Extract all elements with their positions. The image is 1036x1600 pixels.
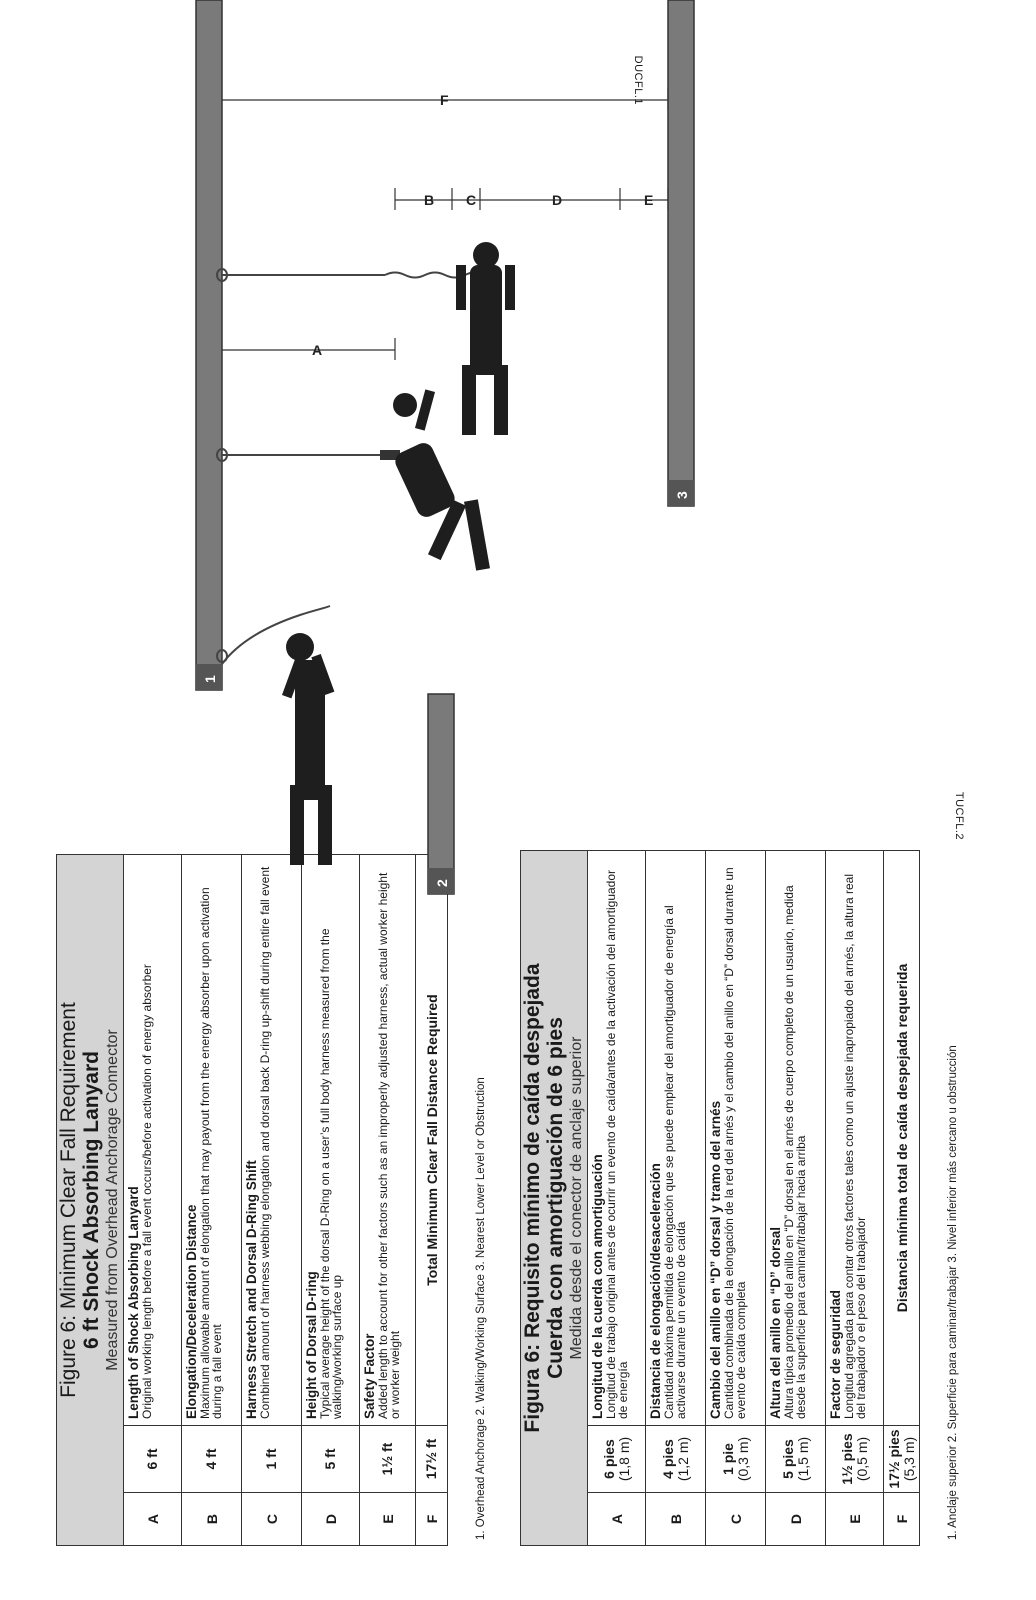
dimension-label-e: E: [644, 192, 654, 208]
illustration-code: DUCFL.1: [632, 55, 644, 105]
nearest-lower-level: [668, 0, 694, 506]
row-letter: D: [766, 1493, 826, 1546]
row-letter: E: [360, 1493, 416, 1546]
row-letter: C: [242, 1493, 302, 1546]
helmet: [393, 393, 417, 417]
torso: [392, 440, 458, 520]
falling-worker-figure: [217, 389, 490, 570]
row-term: Altura del anillo en “D” dorsal: [768, 1226, 783, 1419]
row-metric: (1,8 m): [615, 1436, 632, 1482]
row-metric: (1,2 m): [674, 1436, 691, 1482]
row-term: Harness Stretch and Dorsal D-Ring Shift: [244, 1160, 259, 1419]
row-definition: Cantidad máxima permitida de elongación que se puede emplear del amortiguador de energía al activarse durante un evento de caída: [662, 905, 688, 1419]
spanish-table-measured-note: Medida desde el conector de anclaje superior: [568, 1036, 585, 1360]
english-table-subtitle: 6 ft Shock Absorbing Lanyard: [80, 1051, 103, 1349]
row-term: Longitud de la cuerda con amortiguación: [590, 1154, 605, 1419]
arm: [505, 265, 515, 310]
english-table-title: Figure 6: Minimum Clear Fall Requirement: [57, 1002, 80, 1398]
row-value: 6 ft: [124, 1426, 182, 1493]
row-definition: Typical average height of the dorsal D-Ring on a user’s full body harness measured from the walking/working surface up: [318, 928, 344, 1419]
row-value: 5 pies: [779, 1439, 796, 1479]
row-metric: (0,3 m): [734, 1436, 751, 1482]
leg-lower: [318, 785, 332, 865]
spanish-table-subtitle: Cuerda con amortiguación de 6 pies: [544, 1017, 567, 1379]
dimension-label-f: F: [440, 92, 449, 108]
row-term: Elongation/Deceleration Distance: [184, 1204, 199, 1419]
row-letter: A: [124, 1493, 182, 1546]
row-letter: D: [302, 1493, 360, 1546]
leg: [462, 365, 476, 435]
row-letter: B: [646, 1493, 706, 1546]
row-value: 1½ pies: [838, 1433, 855, 1485]
row-term: Safety Factor: [362, 1333, 377, 1419]
row-value: 6 pies: [600, 1439, 617, 1479]
row-definition: Combined amount of harness webbing elongation and dorsal back D-ring up-shift during entire fall event: [258, 866, 272, 1419]
panel-label-2: 2: [434, 879, 450, 887]
row-definition: Altura típica promedio del anillo en “D” dorsal en el arnés de cuerpo completo de un usuario, medida desde la superficie para caminar/trabajar hacia arriba: [782, 885, 808, 1419]
row-letter: C: [706, 1493, 766, 1546]
leg: [494, 365, 508, 435]
dimension-lines: [222, 88, 668, 360]
arrested-worker-figure: [217, 242, 515, 435]
total-letter: F: [416, 1493, 448, 1546]
row-definition: Cantidad combinada de la elongación de la red del arnés y el cambio del anillo en “D” dorsal durante un evento de caída completa: [722, 867, 748, 1419]
row-value: 4 ft: [182, 1426, 242, 1493]
helmet: [286, 633, 314, 661]
overhead-anchorage-beam: [196, 0, 222, 690]
dimension-label-d: D: [552, 192, 563, 208]
panel-label-1: 1: [202, 675, 218, 683]
row-definition: Longitud agregada para contar otros factores tales como un ajuste inapropiado del arnés, la altura real del trabajador o el peso del trabajador: [842, 873, 868, 1419]
row-letter: E: [826, 1493, 884, 1546]
spanish-table-title: Figura 6: Requisito mínimo de caída despejada: [521, 963, 544, 1433]
dimension-label-a: A: [312, 342, 323, 358]
panel-label-3: 3: [674, 491, 690, 499]
dimension-label-c: C: [466, 192, 477, 208]
row-definition: Original working length before a fall event occurs/before activation of energy absorber: [140, 964, 154, 1419]
english-table-measured-note: Measured from Overhead Anchorage Connector: [104, 1029, 121, 1371]
standing-worker-figure: [217, 606, 334, 865]
row-value: 1 pie: [719, 1443, 736, 1475]
dimension-label-b: B: [424, 192, 435, 208]
torso: [470, 265, 502, 375]
total-term: Total Minimum Clear Fall Distance Required: [423, 994, 440, 1286]
row-term: Factor de seguridad: [828, 1289, 843, 1419]
row-value: 5 ft: [302, 1426, 360, 1493]
table-code: TUCFL.2: [953, 791, 965, 840]
leg: [464, 499, 490, 570]
row-term: Height of Dorsal D-ring: [304, 1271, 319, 1419]
row-term: Distancia de elongación/desaceleración: [648, 1163, 663, 1419]
row-letter: A: [588, 1493, 646, 1546]
row-letter: B: [182, 1493, 242, 1546]
row-term: Length of Shock Absorbing Lanyard: [126, 1186, 141, 1419]
row-term: Cambio del anillo en “D” dorsal y tramo del arnés: [708, 1100, 723, 1419]
row-value: 1½ ft: [360, 1426, 416, 1493]
slack-lanyard: [222, 606, 330, 664]
total-letter: F: [884, 1493, 920, 1546]
arm: [415, 389, 435, 430]
row-value: 4 pies: [659, 1439, 676, 1479]
walking-working-surface: [428, 694, 454, 894]
arm: [456, 265, 466, 310]
total-metric: (5,3 m): [900, 1436, 917, 1482]
row-metric: (1,5 m): [794, 1436, 811, 1482]
row-definition: Longitud de trabajo original antes de ocurrir un evento de caída/antes de la activación del amortiguador de energía: [604, 869, 630, 1419]
row-metric: (0,5 m): [853, 1436, 870, 1482]
english-footnote: 1. Overhead Anchorage 2. Walking/Working Surface 3. Nearest Lower Level or Obstruction: [475, 1077, 487, 1540]
total-value: 17½ pies: [885, 1429, 902, 1489]
total-value: 17½ ft: [416, 1426, 448, 1493]
leg-upper: [290, 785, 304, 865]
helmet: [473, 242, 499, 268]
row-definition: Added length to account for other factors such as an improperly adjusted harness, actual worker height or worker weight: [376, 872, 402, 1419]
spanish-footnote: 1. Anclaje superior 2. Superficie para caminar/trabajar 3. Nivel inferior más cercano u obstrucción: [947, 1045, 959, 1540]
total-term: Distancia mínima total de caída despejada requerida: [893, 963, 910, 1313]
row-value: 1 ft: [242, 1426, 302, 1493]
row-definition: Maximum allowable amount of elongation that may payout from the energy absorber upon activation during a fall event: [198, 887, 224, 1419]
